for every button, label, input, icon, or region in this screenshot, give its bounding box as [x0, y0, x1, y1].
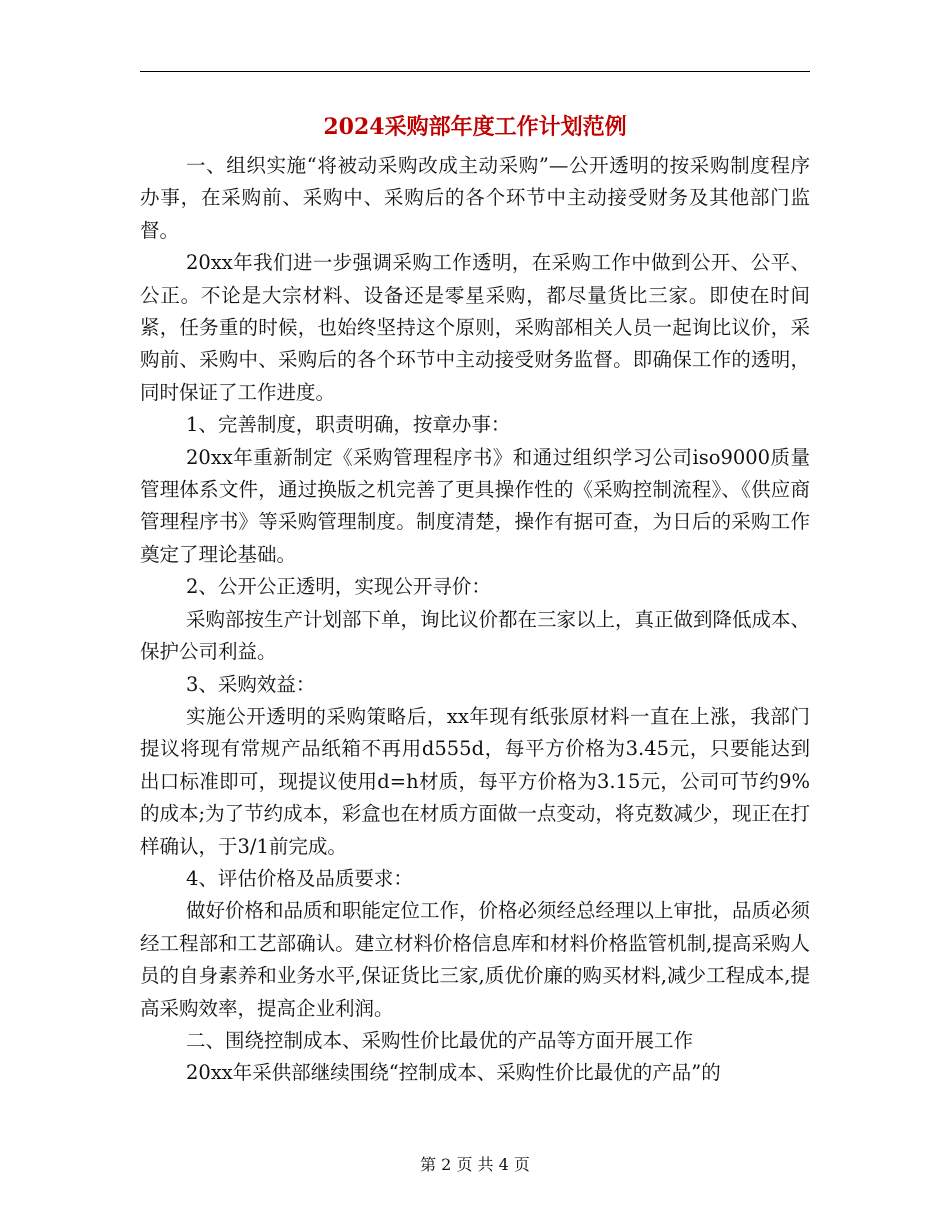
section-heading: 3、采购效益： [186, 672, 316, 696]
header-rule [140, 71, 810, 72]
document-body [140, 150, 810, 1090]
section-heading: 二、围绕控制成本、采购性价比最优的产品等方面开展工作 [186, 1028, 694, 1052]
paragraph: 20xx年我们进一步强调采购工作透明，在采购工作中做到公开、公平、公正。不论是大宗材料、设备还是零星采购，都尽量货比三家。即使在时间紧，任务重的时候，也始终坚持这个原则，采购部相关人员一起询比议价，采购前、采购中、采购后的各个环节中主动接受财务监督。即确保工作的透明，同时保证了工作进度。 [140, 251, 810, 404]
section-heading: 1、完善制度，职责明确，按章办事： [186, 413, 511, 437]
paragraph: 做好价格和品质和职能定位工作，价格必须经总经理以上审批，品质必须经工程部和工艺部确认。建立材料价格信息库和材料价格监管机制,提高采购人员的自身素养和业务水平,保证货比三家,质优价廉的购买材料,减少工程成本,提高采购效率，提高企业利润。 [140, 899, 811, 1020]
paragraph: 采购部按生产计划部下单，询比议价都在三家以上，真正做到降低成本、保护公司利益。 [140, 607, 811, 664]
document-title: 2024采购部年度工作计划范例 [323, 114, 627, 140]
section-heading: 4、评估价格及品质要求： [186, 866, 413, 890]
section-heading: 2、公开公正透明，实现公开寻价： [186, 575, 491, 599]
paragraph: 实施公开透明的采购策略后，xx年现有纸张原材料一直在上涨，我部门提议将现有常规产品纸箱不再用d555d，每平方价格为3.45元，只要能达到出口标准即可，现提议使用d=h材质，每平方价格为3.15元，公司可节约9%的成本;为了节约成本，彩盒也在材质方面做一点变动，将克数减少，现正在打样确认，于3/1前完成。 [140, 704, 810, 858]
page-number-footer: 第 2 页 共 4 页 [420, 1155, 530, 1174]
paragraph: 20xx年采供部继续围绕“控制成本、采购性价比最优的产品”的 [186, 1061, 721, 1085]
paragraph: 20xx年重新制定《采购管理程序书》和通过组织学习公司iso9000质量管理体系文件，通过换版之机完善了更具操作性的《采购控制流程》、《供应商管理程序书》等采购管理制度。制度清楚，操作有据可查，为日后的采购工作奠定了理论基础。 [140, 445, 810, 566]
paragraph: 一、组织实施“将被动采购改成主动采购”—公开透明的按采购制度程序办事，在采购前、采购中、采购后的各个环节中主动接受财务及其他部门监督。 [140, 154, 810, 242]
